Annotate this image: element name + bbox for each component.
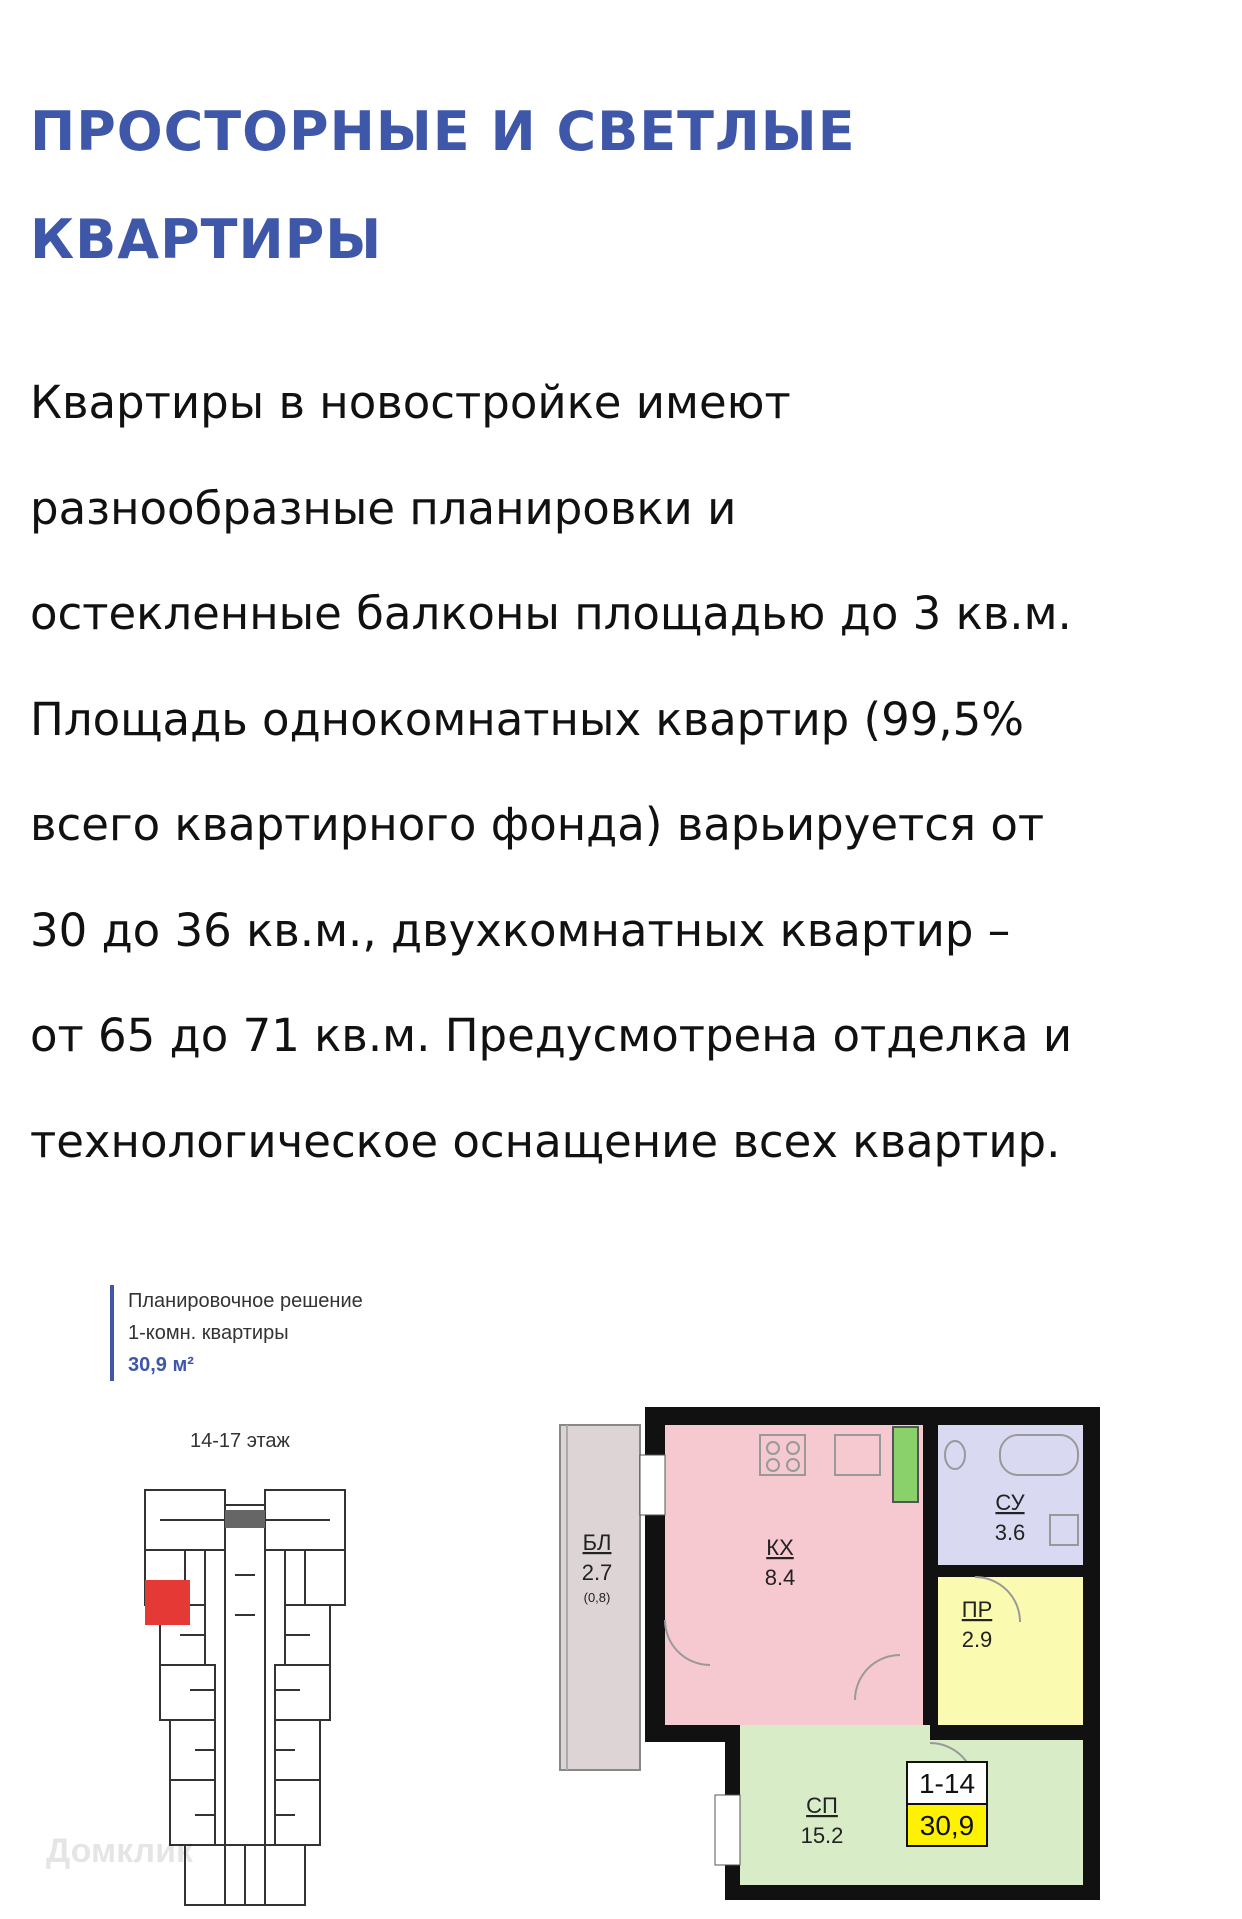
heading-line-1: ПРОСТОРНЫЕ И СВЕТЛЫЕ [30,100,856,163]
room-kx-name: КХ [766,1535,794,1560]
room-su-area: 3.6 [994,1520,1026,1545]
plan-caption-type: 1-комн. квартиры [128,1322,289,1344]
description-paragraph [30,350,1230,1194]
description-line: Площадь однокомнатных квартир (99,5% [30,692,1025,746]
unit-area: 30,9 [919,1810,975,1841]
floor-label: 14-17 этаж [190,1430,290,1452]
description-line: разнообразные планировки и [30,481,737,535]
room-pr-area: 2.9 [961,1627,993,1652]
room-bl-name: БЛ [582,1530,612,1555]
description-line: остекленные балконы площадью до 3 кв.м. [30,587,1072,640]
apartment-plan [545,1395,1125,1905]
description-line: от 65 до 71 кв.м. Предусмотрена отделка и [30,1009,1073,1062]
heading-line-2: КВАРТИРЫ [30,208,383,271]
description-line: Квартиры в новостройке имеют [30,376,791,429]
plan-caption-area: 30,9 м² [128,1354,194,1376]
room-bl-note: (0,8) [583,1590,611,1605]
room-su-name: СУ [995,1490,1025,1515]
description-line: всего квартирного фонда) варьируется от [30,798,1045,851]
watermark-logo: Домклик [46,1832,194,1870]
plan-caption-title: Планировочное решение [128,1290,363,1312]
highlighted-unit [145,1580,190,1625]
unit-number: 1-14 [918,1768,976,1799]
page-heading [30,78,1180,294]
room-bl-area: 2.7 [581,1560,613,1585]
room-sp-name: СП [806,1793,838,1818]
room-sp-area: 15.2 [800,1823,844,1848]
room-kx-area: 8.4 [764,1565,796,1590]
description-line: технологическое оснащение всех квартир. [30,1114,1061,1168]
description-line: 30 до 36 кв.м., двухкомнатных квартир – [30,903,1011,957]
room-pr-name: ПР [961,1597,993,1622]
plan-caption [110,1285,363,1381]
